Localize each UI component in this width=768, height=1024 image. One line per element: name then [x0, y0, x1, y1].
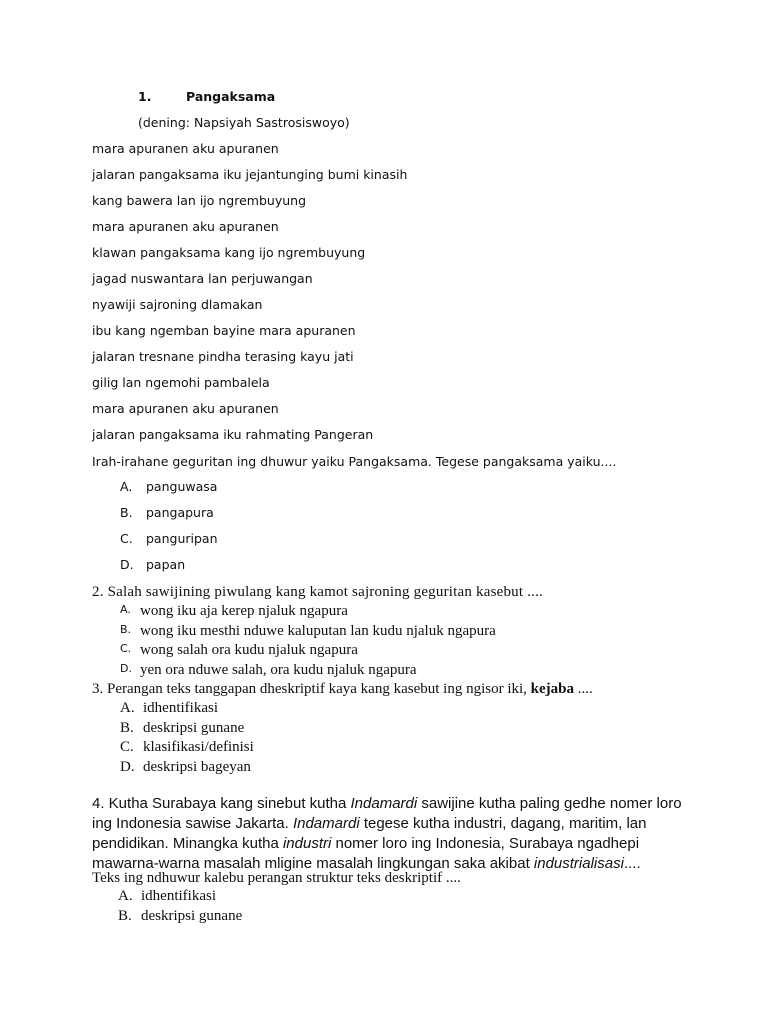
- q4-italic-term: Indamardi: [350, 795, 418, 812]
- poem-line: jalaran pangaksama iku rahmating Pangeran: [92, 427, 374, 442]
- option-letter: D.: [120, 557, 134, 572]
- option-letter: A.: [120, 603, 131, 616]
- poem-line: jalaran pangaksama iku jejantunging bumi kinasih: [92, 167, 408, 182]
- q4-text: 4. Kutha Surabaya kang sinebut kutha: [92, 795, 351, 812]
- q4-italic-term: Indamardi: [292, 815, 360, 832]
- q2-question: 2. Salah sawijining piwulang kang kamot sajroning geguritan kasebut ....: [92, 584, 543, 600]
- q3-question-suffix: ....: [574, 681, 593, 697]
- option-text: panguwasa: [146, 479, 218, 494]
- option-text: idhentifikasi: [141, 888, 216, 904]
- q3-question: [92, 681, 593, 698]
- option-text: wong iku aja kerep njaluk ngapura: [140, 603, 348, 619]
- poem-line: jalaran tresnane pindha terasing kayu jati: [92, 349, 354, 364]
- option-letter: C.: [120, 642, 132, 655]
- option-text: wong salah ora kudu njaluk ngapura: [140, 642, 358, 658]
- q4-italic-term: industri: [282, 835, 332, 852]
- option-letter: B.: [118, 907, 132, 924]
- q3-question-prefix: 3. Perangan teks tanggapan dheskriptif kaya kang kasebut ing ngisor iki,: [92, 681, 531, 697]
- poem-line: jagad nuswantara lan perjuwangan: [92, 271, 313, 286]
- option-letter: C.: [120, 739, 134, 755]
- option-text: deskripsi gunane: [141, 907, 243, 924]
- option-letter: C.: [120, 531, 133, 546]
- poem-line: kang bawera lan ijo ngrembuyung: [92, 193, 307, 208]
- q1-question: Irah-irahane geguritan ing dhuwur yaiku Pangaksama. Tegese pangaksama yaiku....: [92, 454, 617, 469]
- q4-text: sawijine kutha paling gedhe nomer loro ing Indonesia sawise Jakarta.: [92, 795, 682, 832]
- option-letter: D.: [120, 661, 132, 675]
- poem-line: gilig lan ngemohi pambalela: [92, 375, 270, 390]
- option-text: yen ora nduwe salah, ora kudu njaluk ngapura: [140, 661, 417, 678]
- option-letter: B.: [120, 505, 133, 520]
- option-letter: D.: [120, 758, 135, 775]
- option-letter: B.: [120, 622, 132, 636]
- q4-text: nomer loro ing Indonesia, Surabaya ngadhepi mawarna-warna masalah mligine masalah lingkungan saka akibat: [92, 835, 640, 872]
- q4-text: ....: [623, 855, 641, 872]
- poem-line: nyawiji sajroning dlamakan: [92, 297, 263, 312]
- option-letter: A.: [118, 888, 133, 904]
- poem-line: mara apuranen aku apuranen: [92, 401, 279, 416]
- poem-line: ibu kang ngemban bayine mara apuranen: [92, 323, 356, 338]
- q4-question: Teks ing ndhuwur kalebu perangan struktur teks deskriptif ....: [92, 870, 461, 886]
- poem-number: 1.: [138, 89, 152, 104]
- option-letter: A.: [120, 479, 133, 494]
- option-text: panguripan: [146, 531, 218, 546]
- option-text: pangapura: [146, 505, 214, 520]
- q4-passage: [92, 794, 692, 874]
- option-letter: A.: [120, 700, 135, 716]
- poem-author: (dening: Napsiyah Sastrosiswoyo): [138, 115, 350, 130]
- option-text: deskripsi bageyan: [143, 758, 251, 775]
- option-letter: B.: [120, 719, 134, 736]
- option-text: wong iku mesthi nduwe kaluputan lan kudu njaluk ngapura: [140, 622, 496, 639]
- option-text: idhentifikasi: [143, 700, 218, 716]
- option-text: deskripsi gunane: [143, 719, 245, 736]
- poem-line: mara apuranen aku apuranen: [92, 219, 279, 234]
- poem-title: Pangaksama: [186, 89, 276, 104]
- poem-line: klawan pangaksama kang ijo ngrembuyung: [92, 245, 366, 260]
- q4-text: tegese kutha industri, dagang, maritim, lan pendidikan. Minangka kutha: [92, 815, 647, 852]
- q4-italic-term: industrialisasi: [533, 855, 624, 872]
- poem-line: mara apuranen aku apuranen: [92, 141, 279, 156]
- option-text: klasifikasi/definisi: [143, 739, 254, 755]
- q3-question-bold: kejaba: [530, 681, 574, 697]
- option-text: papan: [146, 557, 186, 572]
